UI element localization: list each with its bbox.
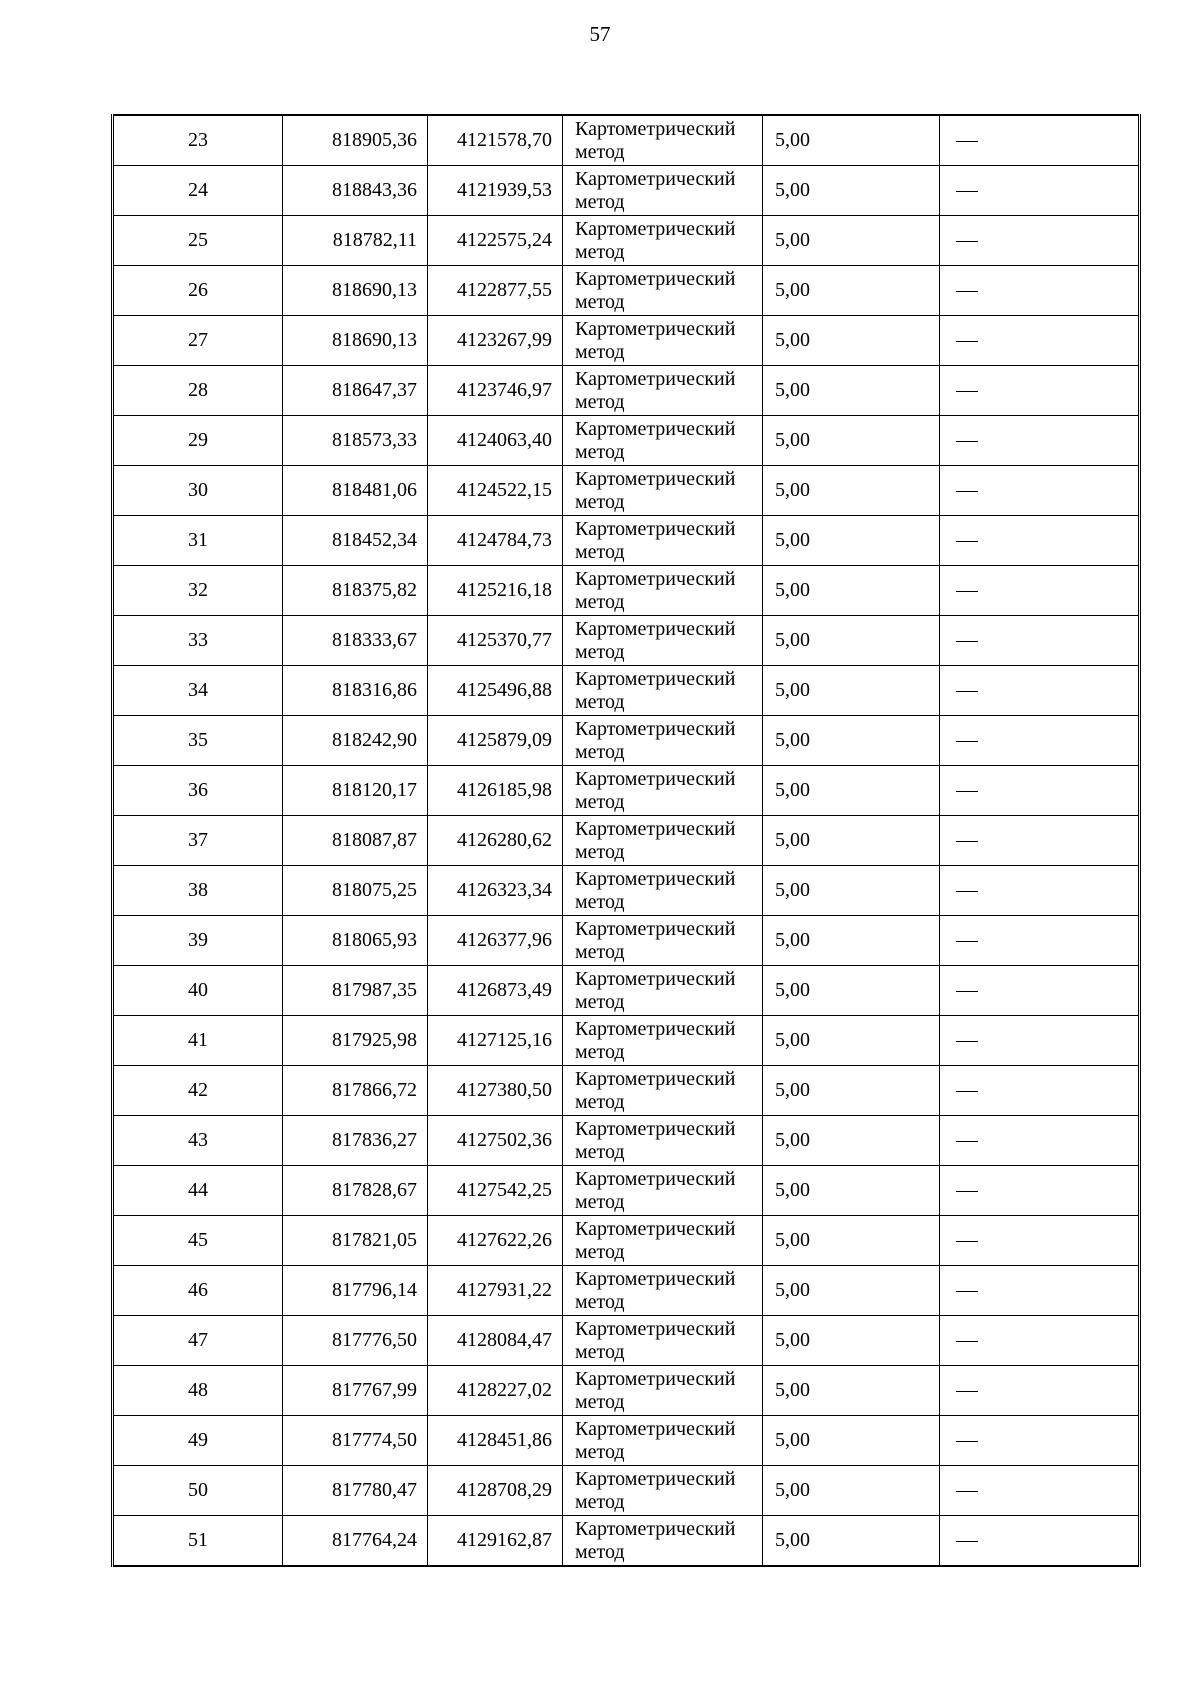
table-row [113, 916, 1140, 966]
method-line-2: метод [575, 1540, 625, 1563]
description-cell [940, 316, 1140, 366]
method-line-2: метод [575, 240, 625, 263]
point-number-cell: 47 [113, 1316, 283, 1366]
accuracy-cell: 5,00 [763, 666, 940, 716]
coordinate-x-cell: 818065,93 [283, 916, 428, 966]
method-line-2: метод [575, 740, 625, 763]
coordinate-x-cell: 818087,87 [283, 816, 428, 866]
em-dash-icon [956, 641, 978, 642]
coordinate-x-cell: 817764,24 [283, 1516, 428, 1567]
description-cell [940, 1016, 1140, 1066]
table-row [113, 666, 1140, 716]
table-row [113, 1116, 1140, 1166]
table-row [113, 1266, 1140, 1316]
method-line-2: метод [575, 290, 625, 313]
method-cell [563, 966, 763, 1016]
accuracy-cell: 5,00 [763, 816, 940, 866]
method-cell [563, 166, 763, 216]
description-cell [940, 1266, 1140, 1316]
method-line-1: Картометрический [575, 517, 736, 540]
description-cell [940, 216, 1140, 266]
description-cell [940, 115, 1140, 166]
accuracy-cell: 5,00 [763, 1516, 940, 1567]
em-dash-icon [956, 1191, 978, 1192]
coordinate-y-cell: 4127380,50 [428, 1066, 563, 1116]
accuracy-cell: 5,00 [763, 866, 940, 916]
em-dash-icon [956, 691, 978, 692]
accuracy-cell: 5,00 [763, 566, 940, 616]
description-cell [940, 1516, 1140, 1567]
method-line-2: метод [575, 940, 625, 963]
table-row [113, 166, 1140, 216]
coordinate-x-cell: 817767,99 [283, 1366, 428, 1416]
table-row [113, 1416, 1140, 1466]
table-row [113, 316, 1140, 366]
accuracy-cell: 5,00 [763, 916, 940, 966]
method-cell [563, 216, 763, 266]
coordinate-y-cell: 4121939,53 [428, 166, 563, 216]
accuracy-cell: 5,00 [763, 266, 940, 316]
method-line-1: Картометрический [575, 667, 736, 690]
method-line-1: Картометрический [575, 717, 736, 740]
accuracy-cell: 5,00 [763, 616, 940, 666]
method-line-2: метод [575, 1290, 625, 1313]
point-number-cell: 38 [113, 866, 283, 916]
coordinate-y-cell: 4128227,02 [428, 1366, 563, 1416]
method-cell [563, 866, 763, 916]
table-row [113, 966, 1140, 1016]
description-cell [940, 366, 1140, 416]
method-line-1: Картометрический [575, 267, 736, 290]
coordinate-y-cell: 4127622,26 [428, 1216, 563, 1266]
method-cell [563, 1166, 763, 1216]
table-row [113, 266, 1140, 316]
method-line-1: Картометрический [575, 1017, 736, 1040]
coordinate-x-cell: 818120,17 [283, 766, 428, 816]
em-dash-icon [956, 741, 978, 742]
method-line-2: метод [575, 140, 625, 163]
em-dash-icon [956, 591, 978, 592]
table-row [113, 1316, 1140, 1366]
method-line-1: Картометрический [575, 617, 736, 640]
em-dash-icon [956, 141, 978, 142]
coordinate-y-cell: 4122575,24 [428, 216, 563, 266]
table-row [113, 1066, 1140, 1116]
point-number-cell: 31 [113, 516, 283, 566]
coordinate-y-cell: 4127542,25 [428, 1166, 563, 1216]
coordinate-y-cell: 4126185,98 [428, 766, 563, 816]
table-row [113, 866, 1140, 916]
description-cell [940, 516, 1140, 566]
coordinates-table [111, 114, 1141, 1567]
description-cell [940, 1316, 1140, 1366]
em-dash-icon [956, 491, 978, 492]
table-row [113, 1016, 1140, 1066]
method-cell [563, 516, 763, 566]
method-cell [563, 266, 763, 316]
description-cell [940, 616, 1140, 666]
method-line-2: метод [575, 440, 625, 463]
em-dash-icon [956, 1391, 978, 1392]
coordinate-x-cell: 818647,37 [283, 366, 428, 416]
method-line-1: Картометрический [575, 1217, 736, 1240]
description-cell [940, 966, 1140, 1016]
table-row [113, 466, 1140, 516]
table-row [113, 616, 1140, 666]
method-line-2: метод [575, 1440, 625, 1463]
accuracy-cell: 5,00 [763, 516, 940, 566]
table-row [113, 416, 1140, 466]
coordinates-table-body [113, 115, 1140, 1566]
method-line-1: Картометрический [575, 1317, 736, 1340]
coordinate-y-cell: 4129162,87 [428, 1516, 563, 1567]
description-cell [940, 266, 1140, 316]
method-line-1: Картометрический [575, 1517, 736, 1540]
accuracy-cell: 5,00 [763, 1316, 940, 1366]
method-line-2: метод [575, 1340, 625, 1363]
description-cell [940, 566, 1140, 616]
table-row [113, 816, 1140, 866]
method-line-2: метод [575, 590, 625, 613]
method-cell [563, 766, 763, 816]
page-number: 57 [589, 22, 611, 46]
method-line-1: Картометрический [575, 1367, 736, 1390]
description-cell [940, 816, 1140, 866]
description-cell [940, 1116, 1140, 1166]
method-line-2: метод [575, 1240, 625, 1263]
method-line-2: метод [575, 640, 625, 663]
em-dash-icon [956, 291, 978, 292]
coordinate-x-cell: 818690,13 [283, 316, 428, 366]
method-line-2: метод [575, 1390, 625, 1413]
em-dash-icon [956, 1291, 978, 1292]
method-line-1: Картометрический [575, 1267, 736, 1290]
point-number-cell: 25 [113, 216, 283, 266]
coordinate-x-cell: 818481,06 [283, 466, 428, 516]
coordinate-x-cell: 818843,36 [283, 166, 428, 216]
em-dash-icon [956, 1541, 978, 1542]
method-cell [563, 1516, 763, 1567]
method-cell [563, 1116, 763, 1166]
coordinate-y-cell: 4126280,62 [428, 816, 563, 866]
method-line-1: Картометрический [575, 917, 736, 940]
coordinate-x-cell: 817821,05 [283, 1216, 428, 1266]
table-row [113, 716, 1140, 766]
method-line-1: Картометрический [575, 467, 736, 490]
point-number-cell: 23 [113, 115, 283, 166]
method-cell [563, 616, 763, 666]
point-number-cell: 40 [113, 966, 283, 1016]
table-row [113, 766, 1140, 816]
method-line-2: метод [575, 190, 625, 213]
method-line-1: Картометрический [575, 767, 736, 790]
point-number-cell: 43 [113, 1116, 283, 1166]
point-number-cell: 39 [113, 916, 283, 966]
method-line-1: Картометрический [575, 817, 736, 840]
table-row [113, 1166, 1140, 1216]
method-cell [563, 1016, 763, 1066]
point-number-cell: 50 [113, 1466, 283, 1516]
table-row [113, 216, 1140, 266]
em-dash-icon [956, 791, 978, 792]
point-number-cell: 34 [113, 666, 283, 716]
point-number-cell: 29 [113, 416, 283, 466]
point-number-cell: 45 [113, 1216, 283, 1266]
accuracy-cell: 5,00 [763, 416, 940, 466]
coordinate-x-cell: 817828,67 [283, 1166, 428, 1216]
point-number-cell: 48 [113, 1366, 283, 1416]
table-row [113, 366, 1140, 416]
method-line-2: метод [575, 1090, 625, 1113]
accuracy-cell: 5,00 [763, 1366, 940, 1416]
coordinate-x-cell: 817796,14 [283, 1266, 428, 1316]
method-line-2: метод [575, 540, 625, 563]
coordinate-x-cell: 817866,72 [283, 1066, 428, 1116]
em-dash-icon [956, 391, 978, 392]
method-line-2: метод [575, 490, 625, 513]
method-line-1: Картометрический [575, 867, 736, 890]
coordinate-x-cell: 817774,50 [283, 1416, 428, 1466]
coordinate-y-cell: 4122877,55 [428, 266, 563, 316]
method-cell [563, 466, 763, 516]
method-line-1: Картометрический [575, 1467, 736, 1490]
method-line-1: Картометрический [575, 217, 736, 240]
description-cell [940, 1066, 1140, 1116]
accuracy-cell: 5,00 [763, 216, 940, 266]
point-number-cell: 35 [113, 716, 283, 766]
method-line-1: Картометрический [575, 967, 736, 990]
coordinate-x-cell: 817776,50 [283, 1316, 428, 1366]
description-cell [940, 916, 1140, 966]
method-line-1: Картометрический [575, 317, 736, 340]
description-cell [940, 766, 1140, 816]
table-row [113, 1366, 1140, 1416]
method-cell [563, 115, 763, 166]
method-cell [563, 566, 763, 616]
accuracy-cell: 5,00 [763, 766, 940, 816]
em-dash-icon [956, 441, 978, 442]
coordinate-x-cell: 817925,98 [283, 1016, 428, 1066]
method-line-1: Картометрический [575, 367, 736, 390]
method-line-1: Картометрический [575, 1167, 736, 1190]
coordinate-y-cell: 4126323,34 [428, 866, 563, 916]
description-cell [940, 1216, 1140, 1266]
coordinate-y-cell: 4125370,77 [428, 616, 563, 666]
method-line-2: метод [575, 840, 625, 863]
table-row [113, 1466, 1140, 1516]
method-cell [563, 1366, 763, 1416]
coordinate-y-cell: 4124063,40 [428, 416, 563, 466]
coordinate-y-cell: 4125216,18 [428, 566, 563, 616]
method-line-2: метод [575, 1490, 625, 1513]
method-cell [563, 416, 763, 466]
coordinate-x-cell: 818452,34 [283, 516, 428, 566]
point-number-cell: 28 [113, 366, 283, 416]
description-cell [940, 1416, 1140, 1466]
method-line-2: метод [575, 1190, 625, 1213]
accuracy-cell: 5,00 [763, 1016, 940, 1066]
method-line-2: метод [575, 890, 625, 913]
method-line-1: Картометрический [575, 167, 736, 190]
description-cell [940, 1466, 1140, 1516]
coordinate-y-cell: 4121578,70 [428, 115, 563, 166]
accuracy-cell: 5,00 [763, 1266, 940, 1316]
method-line-2: метод [575, 390, 625, 413]
em-dash-icon [956, 991, 978, 992]
coordinate-x-cell: 818905,36 [283, 115, 428, 166]
em-dash-icon [956, 1341, 978, 1342]
accuracy-cell: 5,00 [763, 366, 940, 416]
em-dash-icon [956, 241, 978, 242]
method-line-2: метод [575, 1040, 625, 1063]
coordinate-y-cell: 4124522,15 [428, 466, 563, 516]
description-cell [940, 1166, 1140, 1216]
method-cell [563, 666, 763, 716]
table-row [113, 1216, 1140, 1266]
description-cell [940, 866, 1140, 916]
method-line-1: Картометрический [575, 1067, 736, 1090]
point-number-cell: 33 [113, 616, 283, 666]
accuracy-cell: 5,00 [763, 966, 940, 1016]
coordinate-x-cell: 818782,11 [283, 216, 428, 266]
coordinates-table-container [111, 114, 1138, 1567]
accuracy-cell: 5,00 [763, 1166, 940, 1216]
coordinate-y-cell: 4125496,88 [428, 666, 563, 716]
point-number-cell: 36 [113, 766, 283, 816]
em-dash-icon [956, 891, 978, 892]
point-number-cell: 41 [113, 1016, 283, 1066]
accuracy-cell: 5,00 [763, 1466, 940, 1516]
point-number-cell: 32 [113, 566, 283, 616]
table-row [113, 115, 1140, 166]
method-cell [563, 916, 763, 966]
method-line-1: Картометрический [575, 417, 736, 440]
accuracy-cell: 5,00 [763, 166, 940, 216]
coordinate-x-cell: 818316,86 [283, 666, 428, 716]
method-cell [563, 1316, 763, 1366]
em-dash-icon [956, 541, 978, 542]
method-cell [563, 1216, 763, 1266]
description-cell [940, 416, 1140, 466]
point-number-cell: 42 [113, 1066, 283, 1116]
point-number-cell: 27 [113, 316, 283, 366]
point-number-cell: 24 [113, 166, 283, 216]
method-cell [563, 366, 763, 416]
description-cell [940, 1366, 1140, 1416]
method-line-1: Картометрический [575, 1117, 736, 1140]
method-cell [563, 1416, 763, 1466]
method-line-1: Картометрический [575, 117, 736, 140]
accuracy-cell: 5,00 [763, 316, 940, 366]
accuracy-cell: 5,00 [763, 115, 940, 166]
coordinate-y-cell: 4123267,99 [428, 316, 563, 366]
coordinate-y-cell: 4125879,09 [428, 716, 563, 766]
point-number-cell: 30 [113, 466, 283, 516]
table-row [113, 566, 1140, 616]
method-line-2: метод [575, 1140, 625, 1163]
accuracy-cell: 5,00 [763, 1066, 940, 1116]
method-line-1: Картометрический [575, 567, 736, 590]
coordinate-y-cell: 4126377,96 [428, 916, 563, 966]
coordinate-x-cell: 818075,25 [283, 866, 428, 916]
em-dash-icon [956, 341, 978, 342]
description-cell [940, 166, 1140, 216]
coordinate-x-cell: 817836,27 [283, 1116, 428, 1166]
em-dash-icon [956, 841, 978, 842]
em-dash-icon [956, 1491, 978, 1492]
em-dash-icon [956, 1141, 978, 1142]
method-line-2: метод [575, 690, 625, 713]
accuracy-cell: 5,00 [763, 1216, 940, 1266]
method-line-2: метод [575, 790, 625, 813]
description-cell [940, 716, 1140, 766]
coordinate-y-cell: 4126873,49 [428, 966, 563, 1016]
method-line-2: метод [575, 990, 625, 1013]
coordinate-x-cell: 817780,47 [283, 1466, 428, 1516]
coordinate-x-cell: 818375,82 [283, 566, 428, 616]
point-number-cell: 49 [113, 1416, 283, 1466]
em-dash-icon [956, 1091, 978, 1092]
method-cell [563, 716, 763, 766]
point-number-cell: 51 [113, 1516, 283, 1567]
method-line-1: Картометрический [575, 1417, 736, 1440]
table-row [113, 516, 1140, 566]
method-cell [563, 1066, 763, 1116]
method-cell [563, 316, 763, 366]
coordinate-y-cell: 4124784,73 [428, 516, 563, 566]
point-number-cell: 37 [113, 816, 283, 866]
method-cell [563, 816, 763, 866]
coordinate-x-cell: 818242,90 [283, 716, 428, 766]
coordinate-x-cell: 818690,13 [283, 266, 428, 316]
em-dash-icon [956, 191, 978, 192]
coordinate-x-cell: 818573,33 [283, 416, 428, 466]
coordinate-y-cell: 4128451,86 [428, 1416, 563, 1466]
accuracy-cell: 5,00 [763, 1116, 940, 1166]
method-line-2: метод [575, 340, 625, 363]
accuracy-cell: 5,00 [763, 716, 940, 766]
em-dash-icon [956, 1441, 978, 1442]
table-row [113, 1516, 1140, 1567]
description-cell [940, 466, 1140, 516]
coordinate-x-cell: 818333,67 [283, 616, 428, 666]
em-dash-icon [956, 1241, 978, 1242]
accuracy-cell: 5,00 [763, 466, 940, 516]
coordinate-y-cell: 4123746,97 [428, 366, 563, 416]
point-number-cell: 44 [113, 1166, 283, 1216]
method-cell [563, 1266, 763, 1316]
em-dash-icon [956, 1041, 978, 1042]
coordinate-y-cell: 4127125,16 [428, 1016, 563, 1066]
accuracy-cell: 5,00 [763, 1416, 940, 1466]
method-cell [563, 1466, 763, 1516]
em-dash-icon [956, 941, 978, 942]
coordinate-y-cell: 4127502,36 [428, 1116, 563, 1166]
coordinate-y-cell: 4128708,29 [428, 1466, 563, 1516]
point-number-cell: 46 [113, 1266, 283, 1316]
coordinate-x-cell: 817987,35 [283, 966, 428, 1016]
point-number-cell: 26 [113, 266, 283, 316]
coordinate-y-cell: 4128084,47 [428, 1316, 563, 1366]
description-cell [940, 666, 1140, 716]
coordinate-y-cell: 4127931,22 [428, 1266, 563, 1316]
